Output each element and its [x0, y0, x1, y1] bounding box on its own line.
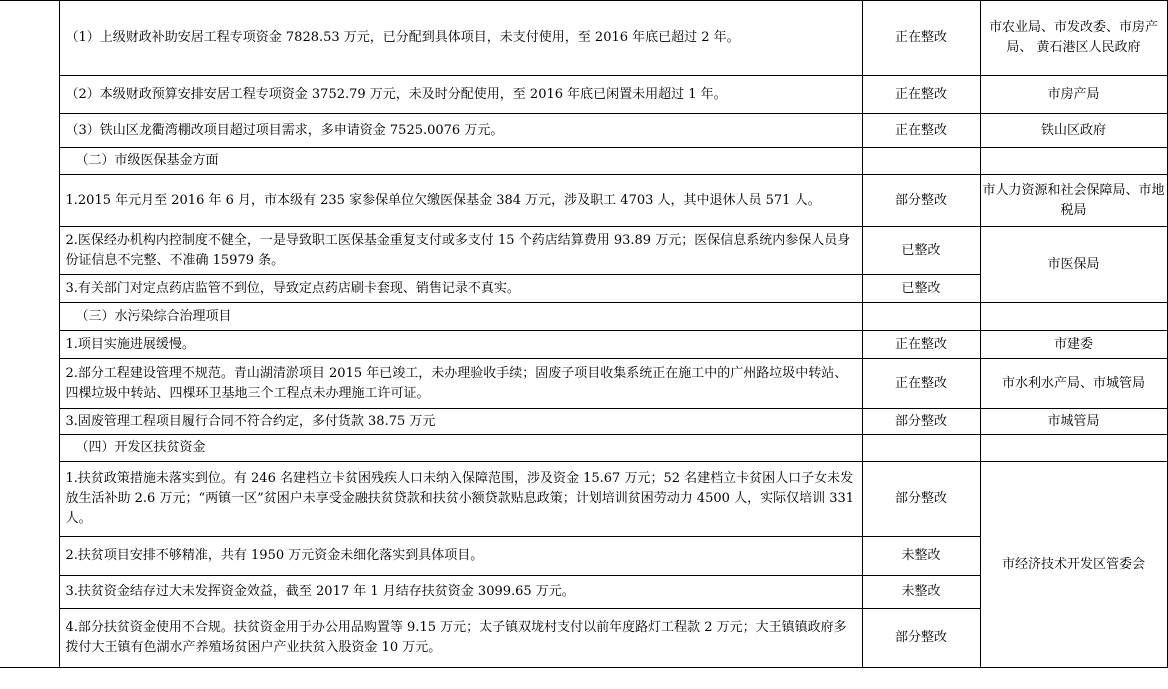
issue-description: 3.有关部门对定点药店监管不到位，导致定点药店刷卡套现、销售记录不真实。: [59, 275, 862, 303]
table-row: [0, 76, 1167, 114]
table-row: [0, 227, 1167, 275]
rectification-status: 已整改: [862, 275, 980, 303]
rectification-status: 正在整改: [862, 76, 980, 114]
section-row: [0, 303, 1167, 331]
table-row: [0, 1, 1167, 76]
issue-description: 1.2015 年元月至 2016 年 6 月，市本级有 235 家参保单位欠缴医保基金 384 万元，涉及职工 4703 人，其中退休人员 571 人。: [59, 175, 862, 227]
rectification-status: 部分整改: [862, 609, 980, 668]
responsible-department: 市人力资源和社会保障局、市地税局: [980, 175, 1167, 227]
rectification-status: 正在整改: [862, 1, 980, 76]
table-row: [0, 359, 1167, 409]
section-row: [0, 435, 1167, 462]
issue-description: 2.部分工程建设管理不规范。青山湖清淤项目 2015 年已竣工，未办理验收手续；固废子项目收集系统正在施工中的广州路垃圾中转站、四棵垃圾中转站、四棵环卫基地三个工程点未办理施工许可证。: [59, 359, 862, 409]
issue-description: （2）本级财政预算安排安居工程专项资金 3752.79 万元，未及时分配使用，至 2016 年底已闲置未用超过 1 年。: [59, 76, 862, 114]
left-margin-cell: [0, 1, 59, 668]
rectification-status: 部分整改: [862, 462, 980, 537]
issue-description: （1）上级财政补助安居工程专项资金 7828.53 万元，已分配到具体项目，未支付使用，至 2016 年底已超过 2 年。: [59, 1, 862, 76]
empty-cell: [980, 303, 1167, 331]
issue-description: 3.固废管理工程项目履行合同不符合约定，多付货款 38.75 万元: [59, 409, 862, 435]
issue-description: 2.医保经办机构内控制度不健全，一是导致职工医保基金重复支付或多支付 15 个药店结算费用 93.89 万元；医保信息系统内参保人员身份证信息不完整、不准确 15979 条。: [59, 227, 862, 275]
empty-cell: [980, 148, 1167, 175]
rectification-status: 部分整改: [862, 409, 980, 435]
rectification-status: 正在整改: [862, 331, 980, 359]
section-heading: （三）水污染综合治理项目: [59, 303, 862, 331]
table-row: [0, 462, 1167, 537]
table-row: [0, 114, 1167, 148]
section-heading: （四）开发区扶贫资金: [59, 435, 862, 462]
responsible-department: 市城管局: [980, 409, 1167, 435]
rectification-status: 未整改: [862, 537, 980, 576]
issue-description: 1.项目实施进展缓慢。: [59, 331, 862, 359]
rectification-status: 正在整改: [862, 114, 980, 148]
responsible-department: 市建委: [980, 331, 1167, 359]
responsible-department: 市医保局: [980, 227, 1167, 303]
issue-description: 1.扶贫政策措施未落实到位。有 246 名建档立卡贫困残疾人口未纳入保障范围，涉及资金 15.67 万元；52 名建档立卡贫困人口子女未发放生活补助 2.6 万元；“两镇一区”贫困户未享受金融扶贫贷款和扶贫小额贷款贴息政策；计划培训贫困劳动力 4500 人，实际仅培训 331 人。: [59, 462, 862, 537]
table-row: [0, 409, 1167, 435]
table-row: [0, 331, 1167, 359]
empty-cell: [862, 435, 980, 462]
section-heading: （二）市级医保基金方面: [59, 148, 862, 175]
responsible-department: 市房产局: [980, 76, 1167, 114]
responsible-department: 市经济技术开发区管委会: [980, 462, 1167, 668]
empty-cell: [862, 148, 980, 175]
section-row: [0, 148, 1167, 175]
responsible-department: 市水利水产局、市城管局: [980, 359, 1167, 409]
rectification-status: 正在整改: [862, 359, 980, 409]
issue-description: 4.部分扶贫资金使用不合规。扶贫资金用于办公用品购置等 9.15 万元；太子镇双垅村支付以前年度路灯工程款 2 万元；大王镇镇政府多拨付大王镇有色湖水产养殖场贫困户产业扶贫入股资金 10 万元。: [59, 609, 862, 668]
rectification-status: 未整改: [862, 576, 980, 609]
empty-cell: [862, 303, 980, 331]
issue-description: （3）铁山区龙衢湾棚改项目超过项目需求，多申请资金 7525.0076 万元。: [59, 114, 862, 148]
rectification-status: 部分整改: [862, 175, 980, 227]
issue-description: 3.扶贫资金结存过大未发挥资金效益，截至 2017 年 1 月结存扶贫资金 3099.65 万元。: [59, 576, 862, 609]
rectification-status: 已整改: [862, 227, 980, 275]
issue-description: 2.扶贫项目安排不够精准，共有 1950 万元资金未细化落实到具体项目。: [59, 537, 862, 576]
table-row: [0, 175, 1167, 227]
responsible-department: 市农业局、市发改委、市房产局、 黄石港区人民政府: [980, 1, 1167, 76]
empty-cell: [980, 435, 1167, 462]
responsible-department: 铁山区政府: [980, 114, 1167, 148]
